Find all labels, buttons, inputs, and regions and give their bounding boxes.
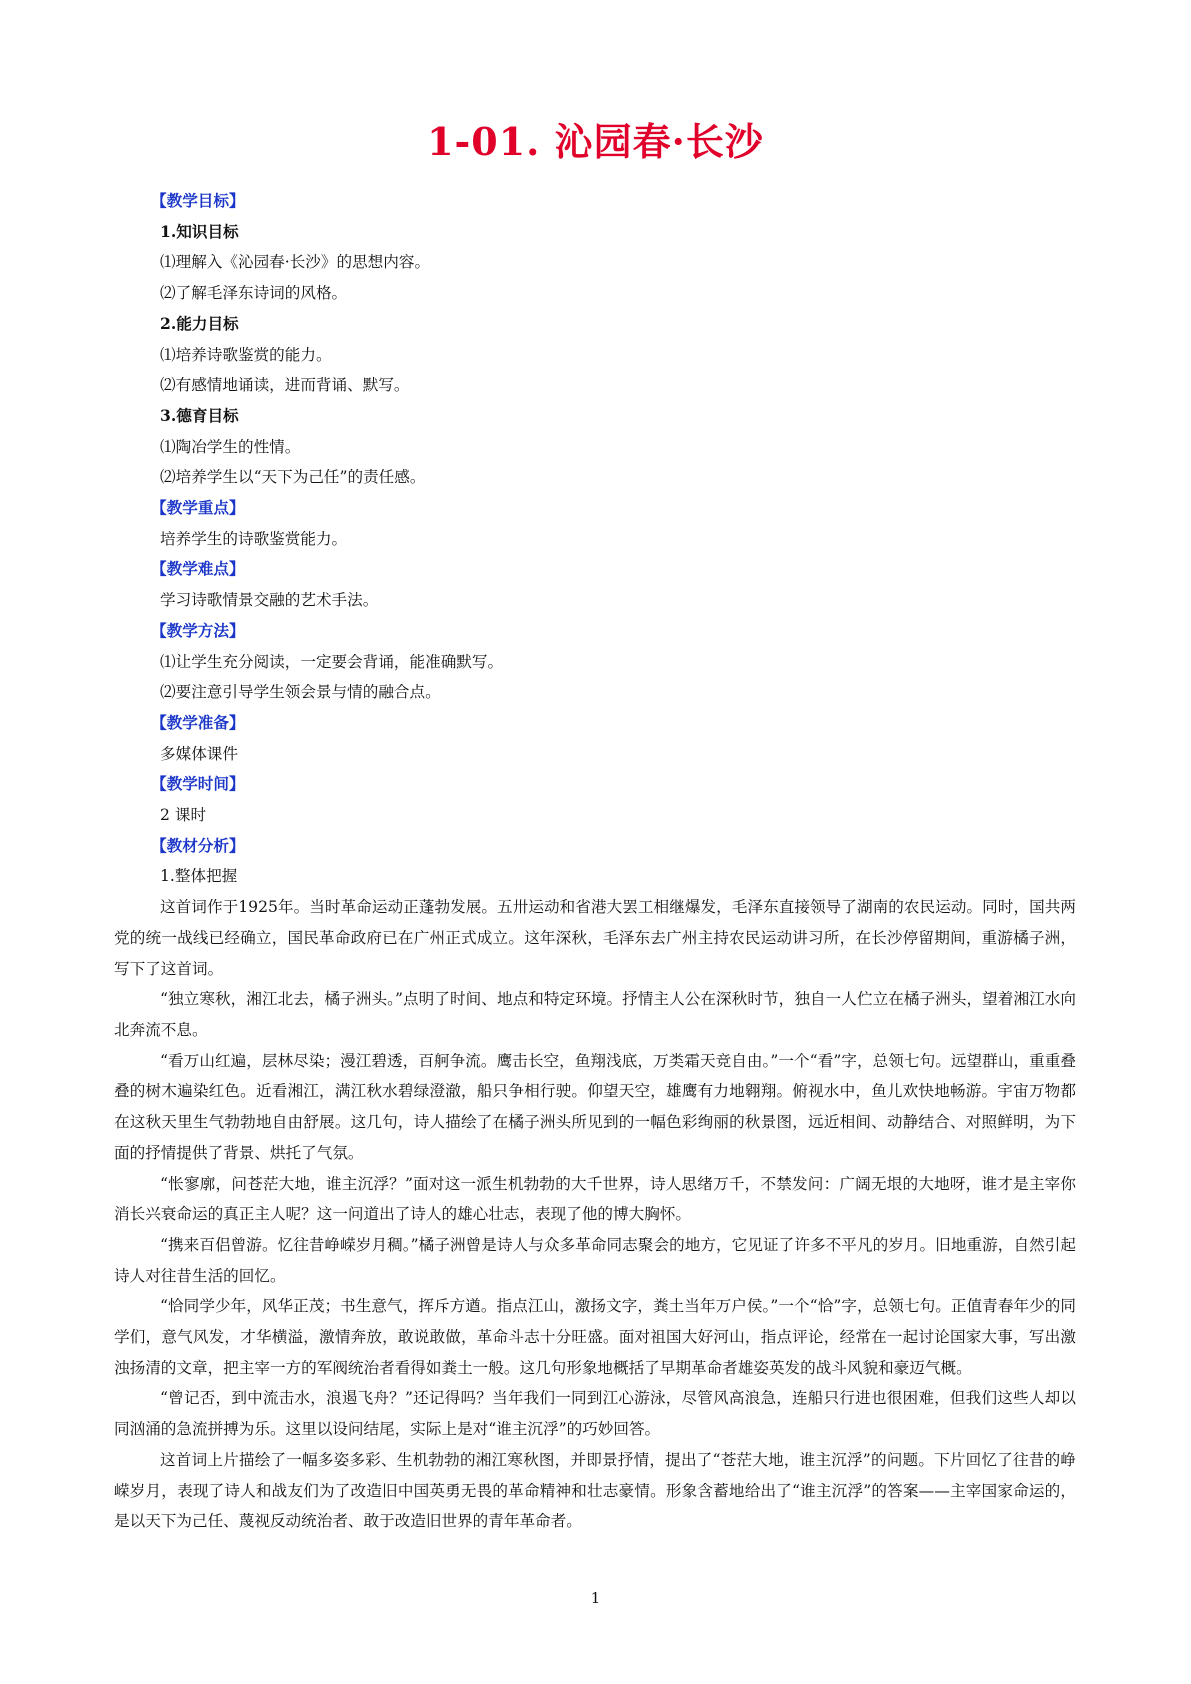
knowledge-heading: 1.知识目标 <box>160 221 239 241</box>
page-number: 1 <box>590 1589 601 1607</box>
ability-item-1: ⑴培养诗歌鉴赏的能力。 <box>160 345 332 364</box>
moral-item-2: ⑵培养学生以“天下为己任”的责任感。 <box>160 468 426 487</box>
difficulties-text: 学习诗歌情景交融的艺术手法。 <box>160 591 379 610</box>
ability-item-2: ⑵有感情地诵读，进而背诵、默写。 <box>160 376 410 395</box>
goals-heading: 【教学目标】 <box>151 191 245 210</box>
document-body <box>114 186 1076 1537</box>
paragraph: 这首词作于1925年。当时革命运动正蓬勃发展。五卅运动和省港大罢工相继爆发，毛泽东直接领导了湖南的农民运动。同时，国共两党的统一战线已经确立，国民革命政府已在广州正式成立。这年深秋，毛泽东去广州主持农民运动讲习所，在长沙停留期间，重游橘子洲，写下了这首词。 <box>114 898 1076 978</box>
paragraph: “曾记否，到中流击水，浪遏飞舟？”还记得吗？当年我们一同到江心游泳，尽管风高浪急，连船只行进也很困难，但我们这些人却以同汹涌的急流拼搏为乐。这里以设问结尾，实际上是对“谁主沉浮”的巧妙回答。 <box>114 1389 1076 1439</box>
page-title: 1-01. 沁园春·长沙 <box>427 119 764 164</box>
key-points-text: 培养学生的诗歌鉴赏能力。 <box>160 529 348 548</box>
ability-heading: 2.能力目标 <box>160 313 239 333</box>
methods-heading: 【教学方法】 <box>151 620 245 640</box>
paragraph: “独立寒秋，湘江北去，橘子洲头。”点明了时间、地点和特定环境。抒情主人公在深秋时节，独自一人伫立在橘子洲头，望着湘江水向北奔流不息。 <box>114 990 1076 1039</box>
paragraph: “看万山红遍，层林尽染；漫江碧透，百舸争流。鹰击长空，鱼翔浅底，万类霜天竞自由。”一个“看”字，总领七句。远望群山，重重叠叠的树木遍染红色。近看湘江，满江秋水碧绿澄澈，船只争相行驶。仰望天空，雄鹰有力地翱翔。俯视水中，鱼儿欢快地畅游。宇宙万物都在这秋天里生气勃勃地自由舒展。这几句，诗人描绘了在橘子洲头所见到的一幅色彩绚丽的秋景图，远近相间、动静结合、对照鲜明，为下面的抒情提供了背景、烘托了气氛。 <box>114 1051 1076 1162</box>
analysis-heading: 【教材分析】 <box>151 835 245 855</box>
paragraph: “携来百侣曾游。忆往昔峥嵘岁月稠。”橘子洲曾是诗人与众多革命同志聚会的地方，它见证了许多不平凡的岁月。旧地重游，自然引起诗人对往昔生活的回忆。 <box>114 1235 1076 1285</box>
moral-item-1: ⑴陶冶学生的性情。 <box>160 437 301 456</box>
time-text: 2 课时 <box>160 806 207 825</box>
key-points-heading: 【教学重点】 <box>151 498 245 518</box>
paragraph: “恰同学少年，风华正茂；书生意气，挥斥方遒。指点江山，激扬文字，粪土当年万户侯。”一个“恰”字，总领七句。正值青春年少的同学们，意气风发，才华横溢，激情奔放，敢说敢做，革命斗志十分旺盛。面对祖国大好河山，指点评论，经常在一起讨论国家大事，写出激浊扬清的文章，把主宰一方的军阀统治者看得如粪土一般。这几句形象地概括了早期革命者雄姿英发的战斗风貌和豪迈气概。 <box>114 1297 1076 1377</box>
moral-heading: 3.德育目标 <box>160 405 239 425</box>
paragraph: 这首词上片描绘了一幅多姿多彩、生机勃勃的湘江寒秋图，并即景抒情，提出了“苍茫大地，谁主沉浮”的问题。下片回忆了往昔的峥嵘岁月，表现了诗人和战友们为了改造旧中国英勇无畏的革命精神和壮志豪情。形象含蓄地给出了“谁主沉浮”的答案——主宰国家命运的，是以天下为己任、蔑视反动统治者、敢于改造旧世界的青年革命者。 <box>114 1450 1076 1531</box>
knowledge-item-1: ⑴理解入《沁园春·长沙》的思想内容。 <box>160 253 431 272</box>
analysis-subheading: 1.整体把握 <box>160 867 238 886</box>
difficulties-heading: 【教学难点】 <box>151 559 245 579</box>
paragraph: “怅寥廓，问苍茫大地，谁主沉浮？”面对这一派生机勃勃的大千世界，诗人思绪万千，不禁发问：广阔无垠的大地呀，谁才是主宰你消长兴衰命运的真正主人呢？这一问道出了诗人的雄心壮志，表现了他的博大胸怀。 <box>114 1174 1076 1224</box>
method-item-2: ⑵要注意引导学生领会景与情的融合点。 <box>160 683 441 702</box>
preparation-text: 多媒体课件 <box>160 744 238 763</box>
knowledge-item-2: ⑵了解毛泽东诗词的风格。 <box>160 284 348 303</box>
preparation-heading: 【教学准备】 <box>151 712 245 732</box>
method-item-1: ⑴让学生充分阅读，一定要会背诵，能准确默写。 <box>160 652 504 671</box>
time-heading: 【教学时间】 <box>151 774 245 794</box>
